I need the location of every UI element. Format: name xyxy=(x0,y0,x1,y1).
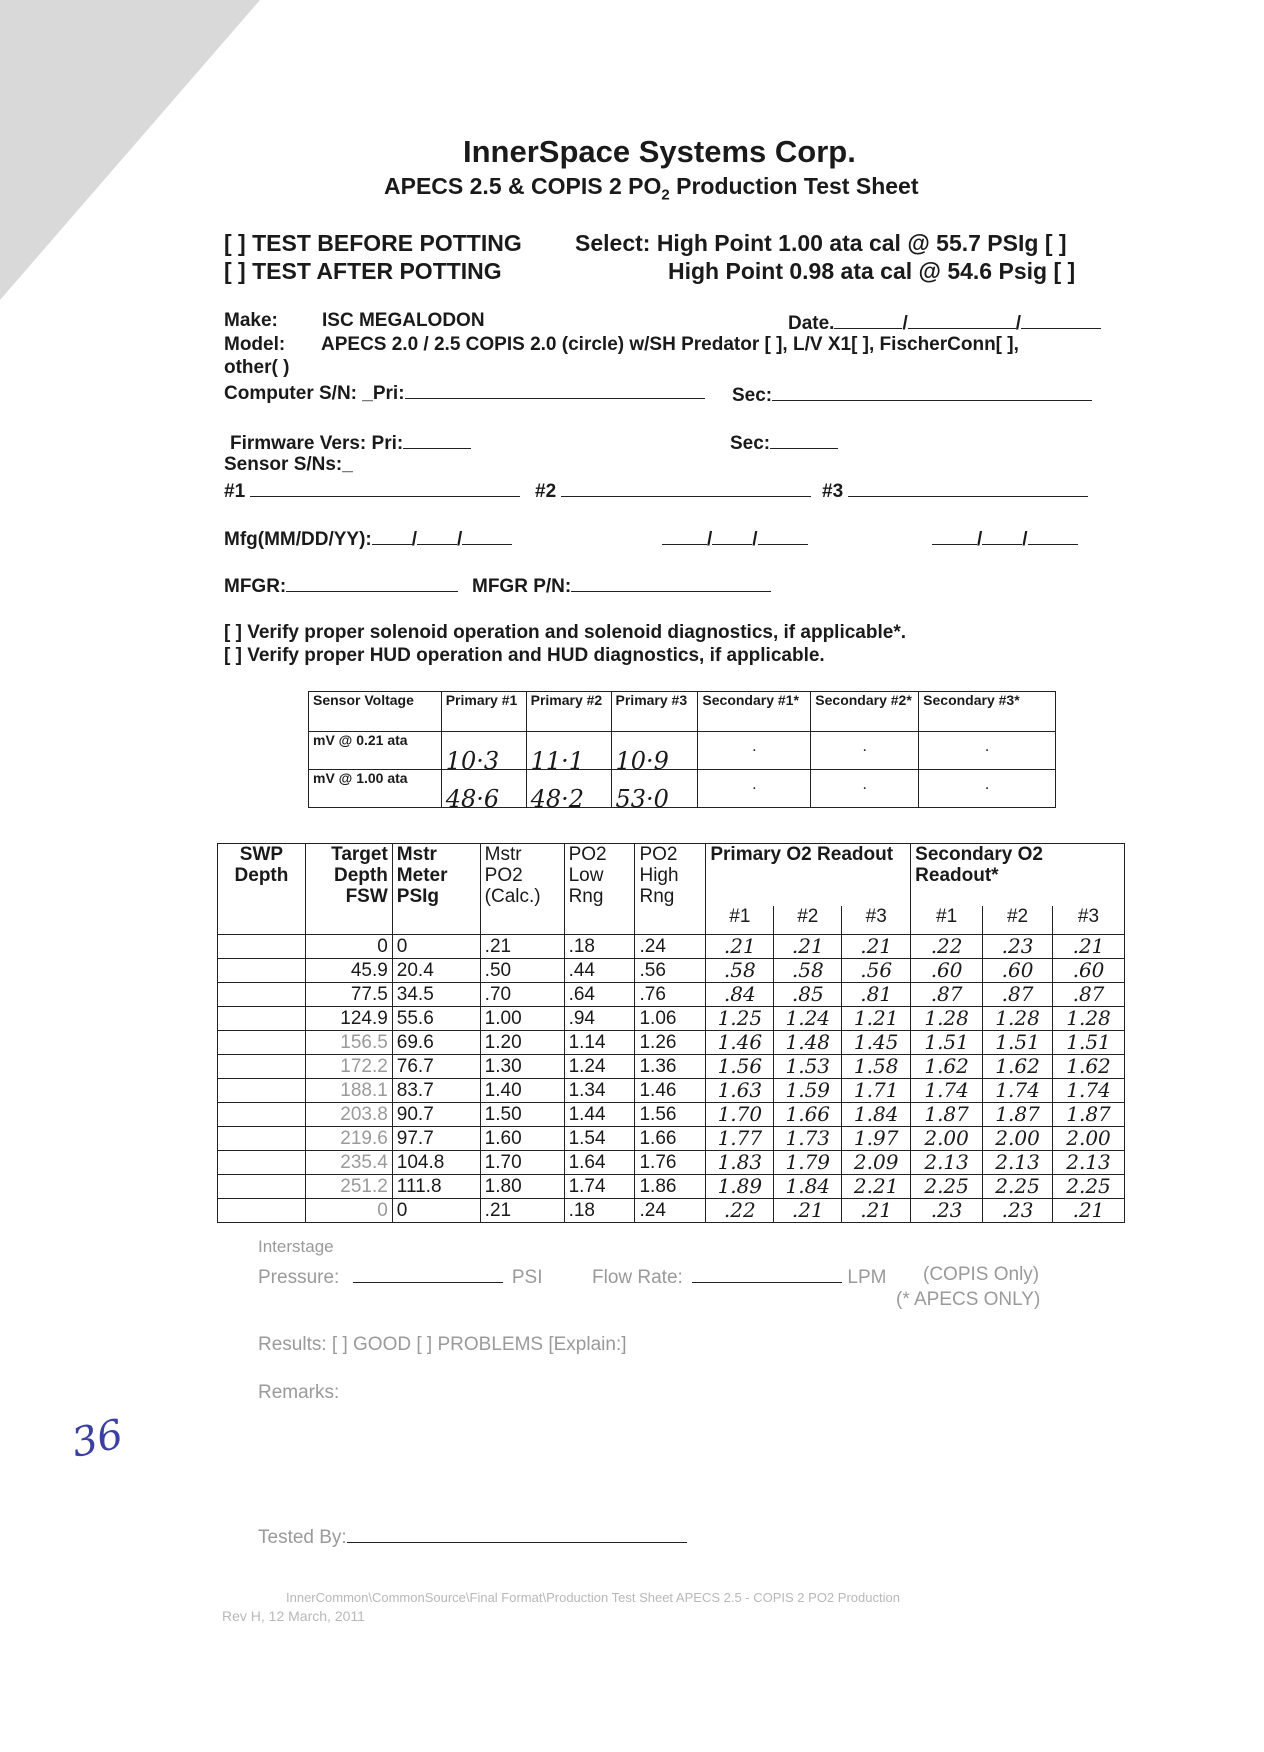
mfgr-label: MFGR: xyxy=(224,576,287,597)
secondary-readout-cell[interactable]: 2.00 xyxy=(983,1127,1053,1151)
vr-label: mV @ 1.00 ata xyxy=(309,770,442,808)
sensor-1-label: #1 xyxy=(224,481,246,502)
handwritten-note: 36 xyxy=(67,1411,128,1467)
vr-value[interactable]: · xyxy=(919,770,1056,808)
primary-readout-cell[interactable]: 1.45 xyxy=(842,1031,911,1055)
primary-readout-cell[interactable]: 1.89 xyxy=(706,1175,774,1199)
folded-corner xyxy=(0,0,260,300)
high-cell: .56 xyxy=(635,959,706,983)
high-cell: 1.36 xyxy=(635,1055,706,1079)
psig-cell: 69.6 xyxy=(392,1031,480,1055)
h-p2: #2 xyxy=(774,906,842,934)
primary-readout-cell[interactable]: 1.21 xyxy=(842,1007,911,1031)
calibration-table xyxy=(217,843,1125,1223)
secondary-readout-cell[interactable]: 2.13 xyxy=(983,1151,1053,1175)
primary-readout-cell[interactable]: 1.73 xyxy=(774,1127,842,1151)
vr-value[interactable]: · xyxy=(919,732,1056,770)
secondary-readout-cell[interactable]: .60 xyxy=(911,959,983,983)
primary-readout-cell[interactable]: .81 xyxy=(842,983,911,1007)
table-row xyxy=(218,935,1125,959)
vr-value[interactable]: · xyxy=(811,732,919,770)
tested-by-label: Tested By: xyxy=(258,1527,347,1548)
table-row xyxy=(218,1031,1125,1055)
h-po2-low: PO2 Low Rng xyxy=(564,844,635,935)
low-cell: .18 xyxy=(564,1199,635,1223)
mfg-date-3[interactable]: / / xyxy=(932,526,1078,551)
low-cell: .64 xyxy=(564,983,635,1007)
make-label: Make: xyxy=(224,310,278,331)
vh-secondary-2: Secondary #2* xyxy=(811,692,919,732)
h-target-depth: Target Depth FSW xyxy=(305,844,392,935)
firmware-sec-label: Sec: xyxy=(730,433,771,454)
h-mstr-meter: Mstr Meter PSIg xyxy=(392,844,480,935)
vh-sensor-voltage: Sensor Voltage xyxy=(309,692,442,732)
fsw-cell: 45.9 xyxy=(305,959,392,983)
test-before-checkbox[interactable]: [ ] TEST BEFORE POTTING xyxy=(224,230,522,256)
psig-cell: 34.5 xyxy=(392,983,480,1007)
low-cell: 1.44 xyxy=(564,1103,635,1127)
primary-readout-cell[interactable]: 1.66 xyxy=(774,1103,842,1127)
fsw-cell: 0 xyxy=(305,1199,392,1223)
high-cell: 1.56 xyxy=(635,1103,706,1127)
subtitle-suffix: Production Test Sheet xyxy=(669,173,919,199)
psig-cell: 76.7 xyxy=(392,1055,480,1079)
h-s1: #1 xyxy=(911,906,983,934)
h-primary-readout: Primary O2 Readout xyxy=(706,844,911,907)
table-row xyxy=(218,1127,1125,1151)
primary-readout-cell[interactable]: 1.71 xyxy=(842,1079,911,1103)
swp-cell xyxy=(218,1079,306,1103)
fsw-cell: 172.2 xyxy=(305,1055,392,1079)
primary-readout-cell[interactable]: 1.24 xyxy=(774,1007,842,1031)
fsw-cell: 188.1 xyxy=(305,1079,392,1103)
psig-cell: 0 xyxy=(392,935,480,959)
primary-readout-cell[interactable]: .58 xyxy=(774,959,842,983)
secondary-readout-cell[interactable]: 2.13 xyxy=(911,1151,983,1175)
vh-primary-2: Primary #2 xyxy=(526,692,611,732)
primary-readout-cell[interactable]: 1.70 xyxy=(706,1103,774,1127)
po2-cell: .21 xyxy=(480,1199,564,1223)
secondary-readout-cell[interactable]: 2.25 xyxy=(983,1175,1053,1199)
po2-cell: 1.70 xyxy=(480,1151,564,1175)
table-row xyxy=(218,1199,1125,1223)
table-row xyxy=(218,983,1125,1007)
table-row xyxy=(218,1175,1125,1199)
secondary-readout-cell[interactable]: 1.62 xyxy=(983,1055,1053,1079)
primary-readout-cell[interactable]: .58 xyxy=(706,959,774,983)
vr-value[interactable]: 48·6 xyxy=(441,770,526,808)
swp-cell xyxy=(218,1175,306,1199)
swp-cell xyxy=(218,983,306,1007)
remarks-label: Remarks: xyxy=(258,1382,340,1403)
sensor-voltage-table xyxy=(308,691,1056,813)
calibration-body xyxy=(218,935,1125,1223)
secondary-readout-cell[interactable]: 1.87 xyxy=(911,1103,983,1127)
calibration-header-row xyxy=(218,844,1125,907)
primary-readout-cell[interactable]: 1.97 xyxy=(842,1127,911,1151)
po2-cell: .70 xyxy=(480,983,564,1007)
secondary-readout-cell[interactable]: 1.28 xyxy=(911,1007,983,1031)
make-value: ISC MEGALODON xyxy=(322,310,485,331)
vh-primary-1: Primary #1 xyxy=(441,692,526,732)
secondary-readout-cell[interactable]: 1.28 xyxy=(983,1007,1053,1031)
secondary-readout-cell[interactable]: 1.51 xyxy=(983,1031,1053,1055)
low-cell: .94 xyxy=(564,1007,635,1031)
secondary-readout-cell[interactable]: 1.51 xyxy=(911,1031,983,1055)
table-row xyxy=(218,1079,1125,1103)
secondary-readout-cell[interactable]: 1.62 xyxy=(911,1055,983,1079)
primary-readout-cell[interactable]: 1.59 xyxy=(774,1079,842,1103)
mfg-date-field[interactable]: Mfg(MM/DD/YY): / / xyxy=(224,526,512,551)
vr-value[interactable]: 11·1 xyxy=(526,732,611,770)
primary-readout-cell[interactable]: 2.09 xyxy=(842,1151,911,1175)
primary-readout-cell[interactable]: .21 xyxy=(774,935,842,959)
high-cell: 1.06 xyxy=(635,1007,706,1031)
select-high-point-1[interactable]: Select: High Point 1.00 ata cal @ 55.7 PSIg [ ] xyxy=(575,230,1067,256)
model-label: Model: xyxy=(224,334,286,355)
swp-cell xyxy=(218,935,306,959)
vh-secondary-1: Secondary #1* xyxy=(698,692,811,732)
secondary-readout-cell[interactable]: 1.74 xyxy=(1053,1079,1125,1103)
secondary-readout-cell[interactable]: .23 xyxy=(983,1199,1053,1223)
sensor-1-field[interactable] xyxy=(224,478,520,503)
psig-cell: 90.7 xyxy=(392,1103,480,1127)
psig-cell: 83.7 xyxy=(392,1079,480,1103)
date-label: Date. xyxy=(788,313,835,334)
swp-cell xyxy=(218,1151,306,1175)
select-high-point-2[interactable]: High Point 0.98 ata cal @ 54.6 Psig [ ] xyxy=(668,258,1076,284)
low-cell: 1.74 xyxy=(564,1175,635,1199)
secondary-readout-cell[interactable]: 2.00 xyxy=(911,1127,983,1151)
psi-label: PSI xyxy=(511,1267,543,1288)
subtitle-sub: 2 xyxy=(661,186,670,204)
po2-cell: .21 xyxy=(480,935,564,959)
vr-value[interactable]: 10·3 xyxy=(441,732,526,770)
h-swp-depth: SWP Depth xyxy=(218,844,306,935)
high-cell: 1.86 xyxy=(635,1175,706,1199)
fsw-cell: 203.8 xyxy=(305,1103,392,1127)
company-title: InnerSpace Systems Corp. xyxy=(463,134,856,169)
secondary-readout-cell[interactable]: 1.28 xyxy=(1053,1007,1125,1031)
primary-readout-cell[interactable]: .56 xyxy=(842,959,911,983)
primary-readout-cell[interactable]: .21 xyxy=(706,935,774,959)
primary-readout-cell[interactable]: 1.83 xyxy=(706,1151,774,1175)
primary-readout-cell[interactable]: .21 xyxy=(842,1199,911,1223)
secondary-readout-cell[interactable]: .21 xyxy=(1053,935,1125,959)
computer-sn-field[interactable] xyxy=(224,380,705,405)
primary-readout-cell[interactable]: 1.46 xyxy=(706,1031,774,1055)
high-cell: .24 xyxy=(635,1199,706,1223)
po2-cell: 1.60 xyxy=(480,1127,564,1151)
swp-cell xyxy=(218,1031,306,1055)
copis-only: (COPIS Only) xyxy=(923,1264,1040,1285)
swp-cell xyxy=(218,1127,306,1151)
low-cell: 1.24 xyxy=(564,1055,635,1079)
psig-cell: 111.8 xyxy=(392,1175,480,1199)
test-after-checkbox[interactable]: [ ] TEST AFTER POTTING xyxy=(224,258,502,284)
h-p3: #3 xyxy=(842,906,911,934)
computer-sec-field[interactable] xyxy=(732,382,1092,407)
secondary-readout-cell[interactable]: 2.25 xyxy=(1053,1175,1125,1199)
flow-rate-field[interactable] xyxy=(592,1264,886,1289)
swp-cell xyxy=(218,959,306,983)
secondary-readout-cell[interactable]: .22 xyxy=(911,935,983,959)
secondary-readout-cell[interactable]: .87 xyxy=(911,983,983,1007)
primary-readout-cell[interactable]: 1.56 xyxy=(706,1055,774,1079)
flow-label: Flow Rate: xyxy=(592,1267,683,1288)
secondary-readout-cell[interactable]: .23 xyxy=(911,1199,983,1223)
vh-secondary-3: Secondary #3* xyxy=(919,692,1056,732)
table-row xyxy=(218,1007,1125,1031)
high-cell: 1.26 xyxy=(635,1031,706,1055)
psig-cell: 20.4 xyxy=(392,959,480,983)
vr-value[interactable]: 10·9 xyxy=(611,732,698,770)
fsw-cell: 219.6 xyxy=(305,1127,392,1151)
vr-value[interactable]: 48·2 xyxy=(526,770,611,808)
primary-readout-cell[interactable]: .85 xyxy=(774,983,842,1007)
mfgr-field[interactable] xyxy=(224,573,458,598)
secondary-readout-cell[interactable]: .87 xyxy=(1053,983,1125,1007)
revision-date: Rev H, 12 March, 2011 xyxy=(222,1608,365,1624)
table-row xyxy=(218,959,1125,983)
psig-cell: 55.6 xyxy=(392,1007,480,1031)
voltage-header-row xyxy=(309,692,1056,732)
firmware-label: Firmware Vers: Pri: xyxy=(230,433,404,454)
subtitle-prefix: APECS 2.5 & COPIS 2 PO xyxy=(384,173,662,199)
po2-cell: .50 xyxy=(480,959,564,983)
table-row xyxy=(218,1151,1125,1175)
h-s2: #2 xyxy=(983,906,1053,934)
fsw-cell: 251.2 xyxy=(305,1175,392,1199)
sensor-3-label: #3 xyxy=(822,481,844,502)
secondary-readout-cell[interactable]: .21 xyxy=(1053,1199,1125,1223)
sensor-3-field[interactable] xyxy=(822,478,1088,503)
primary-readout-cell[interactable]: .84 xyxy=(706,983,774,1007)
vh-primary-3: Primary #3 xyxy=(611,692,698,732)
date-field[interactable]: Date. / / xyxy=(788,310,1101,335)
low-cell: .18 xyxy=(564,935,635,959)
vr-value[interactable]: · xyxy=(698,770,811,808)
po2-cell: 1.80 xyxy=(480,1175,564,1199)
table-row xyxy=(218,1103,1125,1127)
computer-sec-label: Sec: xyxy=(732,385,773,406)
h-secondary-readout: Secondary O2 Readout* xyxy=(911,844,1125,907)
firmware-sec-field[interactable] xyxy=(730,430,838,455)
secondary-readout-cell[interactable]: 1.74 xyxy=(983,1079,1053,1103)
po2-cell: 1.40 xyxy=(480,1079,564,1103)
fsw-cell: 0 xyxy=(305,935,392,959)
swp-cell xyxy=(218,1007,306,1031)
h-po2-high: PO2 High Rng xyxy=(635,844,706,935)
psig-cell: 97.7 xyxy=(392,1127,480,1151)
primary-readout-cell[interactable]: 1.84 xyxy=(774,1175,842,1199)
mfg-date-2[interactable]: / / xyxy=(662,526,808,551)
primary-readout-cell[interactable]: 1.25 xyxy=(706,1007,774,1031)
swp-cell xyxy=(218,1199,306,1223)
vr-value[interactable]: 53·0 xyxy=(611,770,698,808)
vr-label: mV @ 0.21 ata xyxy=(309,732,442,770)
secondary-readout-cell[interactable]: 2.00 xyxy=(1053,1127,1125,1151)
vr-value[interactable]: · xyxy=(811,770,919,808)
interstage-label: Interstage xyxy=(258,1237,334,1256)
pressure-label: Pressure: xyxy=(258,1267,340,1288)
high-cell: 1.66 xyxy=(635,1127,706,1151)
primary-readout-cell[interactable]: 1.58 xyxy=(842,1055,911,1079)
pressure-field[interactable] xyxy=(258,1264,543,1289)
secondary-readout-cell[interactable]: 2.25 xyxy=(911,1175,983,1199)
low-cell: 1.64 xyxy=(564,1151,635,1175)
po2-cell: 1.20 xyxy=(480,1031,564,1055)
vr-value[interactable]: · xyxy=(698,732,811,770)
sensor-2-label: #2 xyxy=(535,481,557,502)
swp-cell xyxy=(218,1103,306,1127)
high-cell: 1.46 xyxy=(635,1079,706,1103)
model-value: APECS 2.0 / 2.5 COPIS 2.0 (circle) w/SH Predator [ ], L/V X1[ ], FischerConn[ ], xyxy=(321,334,1019,355)
secondary-readout-cell[interactable]: 1.51 xyxy=(1053,1031,1125,1055)
fsw-cell: 156.5 xyxy=(305,1031,392,1055)
psig-cell: 104.8 xyxy=(392,1151,480,1175)
po2-cell: 1.30 xyxy=(480,1055,564,1079)
mfgr-pn-field[interactable] xyxy=(472,573,771,598)
primary-readout-cell[interactable]: 1.48 xyxy=(774,1031,842,1055)
primary-readout-cell[interactable]: 1.79 xyxy=(774,1151,842,1175)
swp-cell xyxy=(218,1055,306,1079)
sensor-sns-label: Sensor S/Ns:_ xyxy=(224,454,353,475)
voltage-row-100 xyxy=(309,770,1056,808)
high-cell: .76 xyxy=(635,983,706,1007)
secondary-readout-cell[interactable]: 1.74 xyxy=(911,1079,983,1103)
po2-cell: 1.00 xyxy=(480,1007,564,1031)
lpm-label: LPM xyxy=(847,1267,887,1288)
voltage-row-021 xyxy=(309,732,1056,770)
mfg-label: Mfg(MM/DD/YY): xyxy=(224,529,372,550)
primary-readout-cell[interactable]: 1.63 xyxy=(706,1079,774,1103)
verify-solenoid[interactable]: [ ] Verify proper solenoid operation and solenoid diagnostics, if applicable*. xyxy=(224,622,906,643)
po2-cell: 1.50 xyxy=(480,1103,564,1127)
secondary-readout-cell[interactable]: 1.62 xyxy=(1053,1055,1125,1079)
primary-readout-cell[interactable]: .22 xyxy=(706,1199,774,1223)
apecs-only: (* APECS ONLY) xyxy=(896,1289,1041,1310)
secondary-readout-cell[interactable]: .87 xyxy=(983,983,1053,1007)
verify-hud[interactable]: [ ] Verify proper HUD operation and HUD diagnostics, if applicable. xyxy=(224,645,825,666)
tested-by-field[interactable] xyxy=(258,1524,687,1549)
primary-readout-cell[interactable]: 1.84 xyxy=(842,1103,911,1127)
secondary-readout-cell[interactable]: .60 xyxy=(1053,959,1125,983)
firmware-field[interactable] xyxy=(230,430,471,455)
table-row xyxy=(218,1055,1125,1079)
h-s3: #3 xyxy=(1053,906,1125,934)
mfgr-pn-label: MFGR P/N: xyxy=(472,576,572,597)
fsw-cell: 77.5 xyxy=(305,983,392,1007)
secondary-readout-cell[interactable]: .60 xyxy=(983,959,1053,983)
sensor-2-field[interactable] xyxy=(535,478,811,503)
secondary-readout-cell[interactable]: 2.13 xyxy=(1053,1151,1125,1175)
secondary-readout-cell[interactable]: .23 xyxy=(983,935,1053,959)
low-cell: 1.14 xyxy=(564,1031,635,1055)
low-cell: 1.34 xyxy=(564,1079,635,1103)
results-field[interactable]: Results: [ ] GOOD [ ] PROBLEMS [Explain:] xyxy=(258,1334,627,1355)
primary-readout-cell[interactable]: .21 xyxy=(774,1199,842,1223)
model-other: other( ) xyxy=(224,357,290,378)
file-path: InnerCommon\CommonSource\Final Format\Production Test Sheet APECS 2.5 - COPIS 2 PO2 Production xyxy=(286,1590,900,1605)
low-cell: 1.54 xyxy=(564,1127,635,1151)
sheet-subtitle xyxy=(384,173,919,204)
primary-readout-cell[interactable]: 1.77 xyxy=(706,1127,774,1151)
secondary-readout-cell[interactable]: 1.87 xyxy=(1053,1103,1125,1127)
primary-readout-cell[interactable]: 1.53 xyxy=(774,1055,842,1079)
psig-cell: 0 xyxy=(392,1199,480,1223)
primary-readout-cell[interactable]: 2.21 xyxy=(842,1175,911,1199)
secondary-readout-cell[interactable]: 1.87 xyxy=(983,1103,1053,1127)
fsw-cell: 235.4 xyxy=(305,1151,392,1175)
high-cell: .24 xyxy=(635,935,706,959)
h-mstr-po2: Mstr PO2 (Calc.) xyxy=(480,844,564,935)
fsw-cell: 124.9 xyxy=(305,1007,392,1031)
high-cell: 1.76 xyxy=(635,1151,706,1175)
low-cell: .44 xyxy=(564,959,635,983)
primary-readout-cell[interactable]: .21 xyxy=(842,935,911,959)
computer-sn-label: Computer S/N: _Pri: xyxy=(224,383,405,404)
h-p1: #1 xyxy=(706,906,774,934)
